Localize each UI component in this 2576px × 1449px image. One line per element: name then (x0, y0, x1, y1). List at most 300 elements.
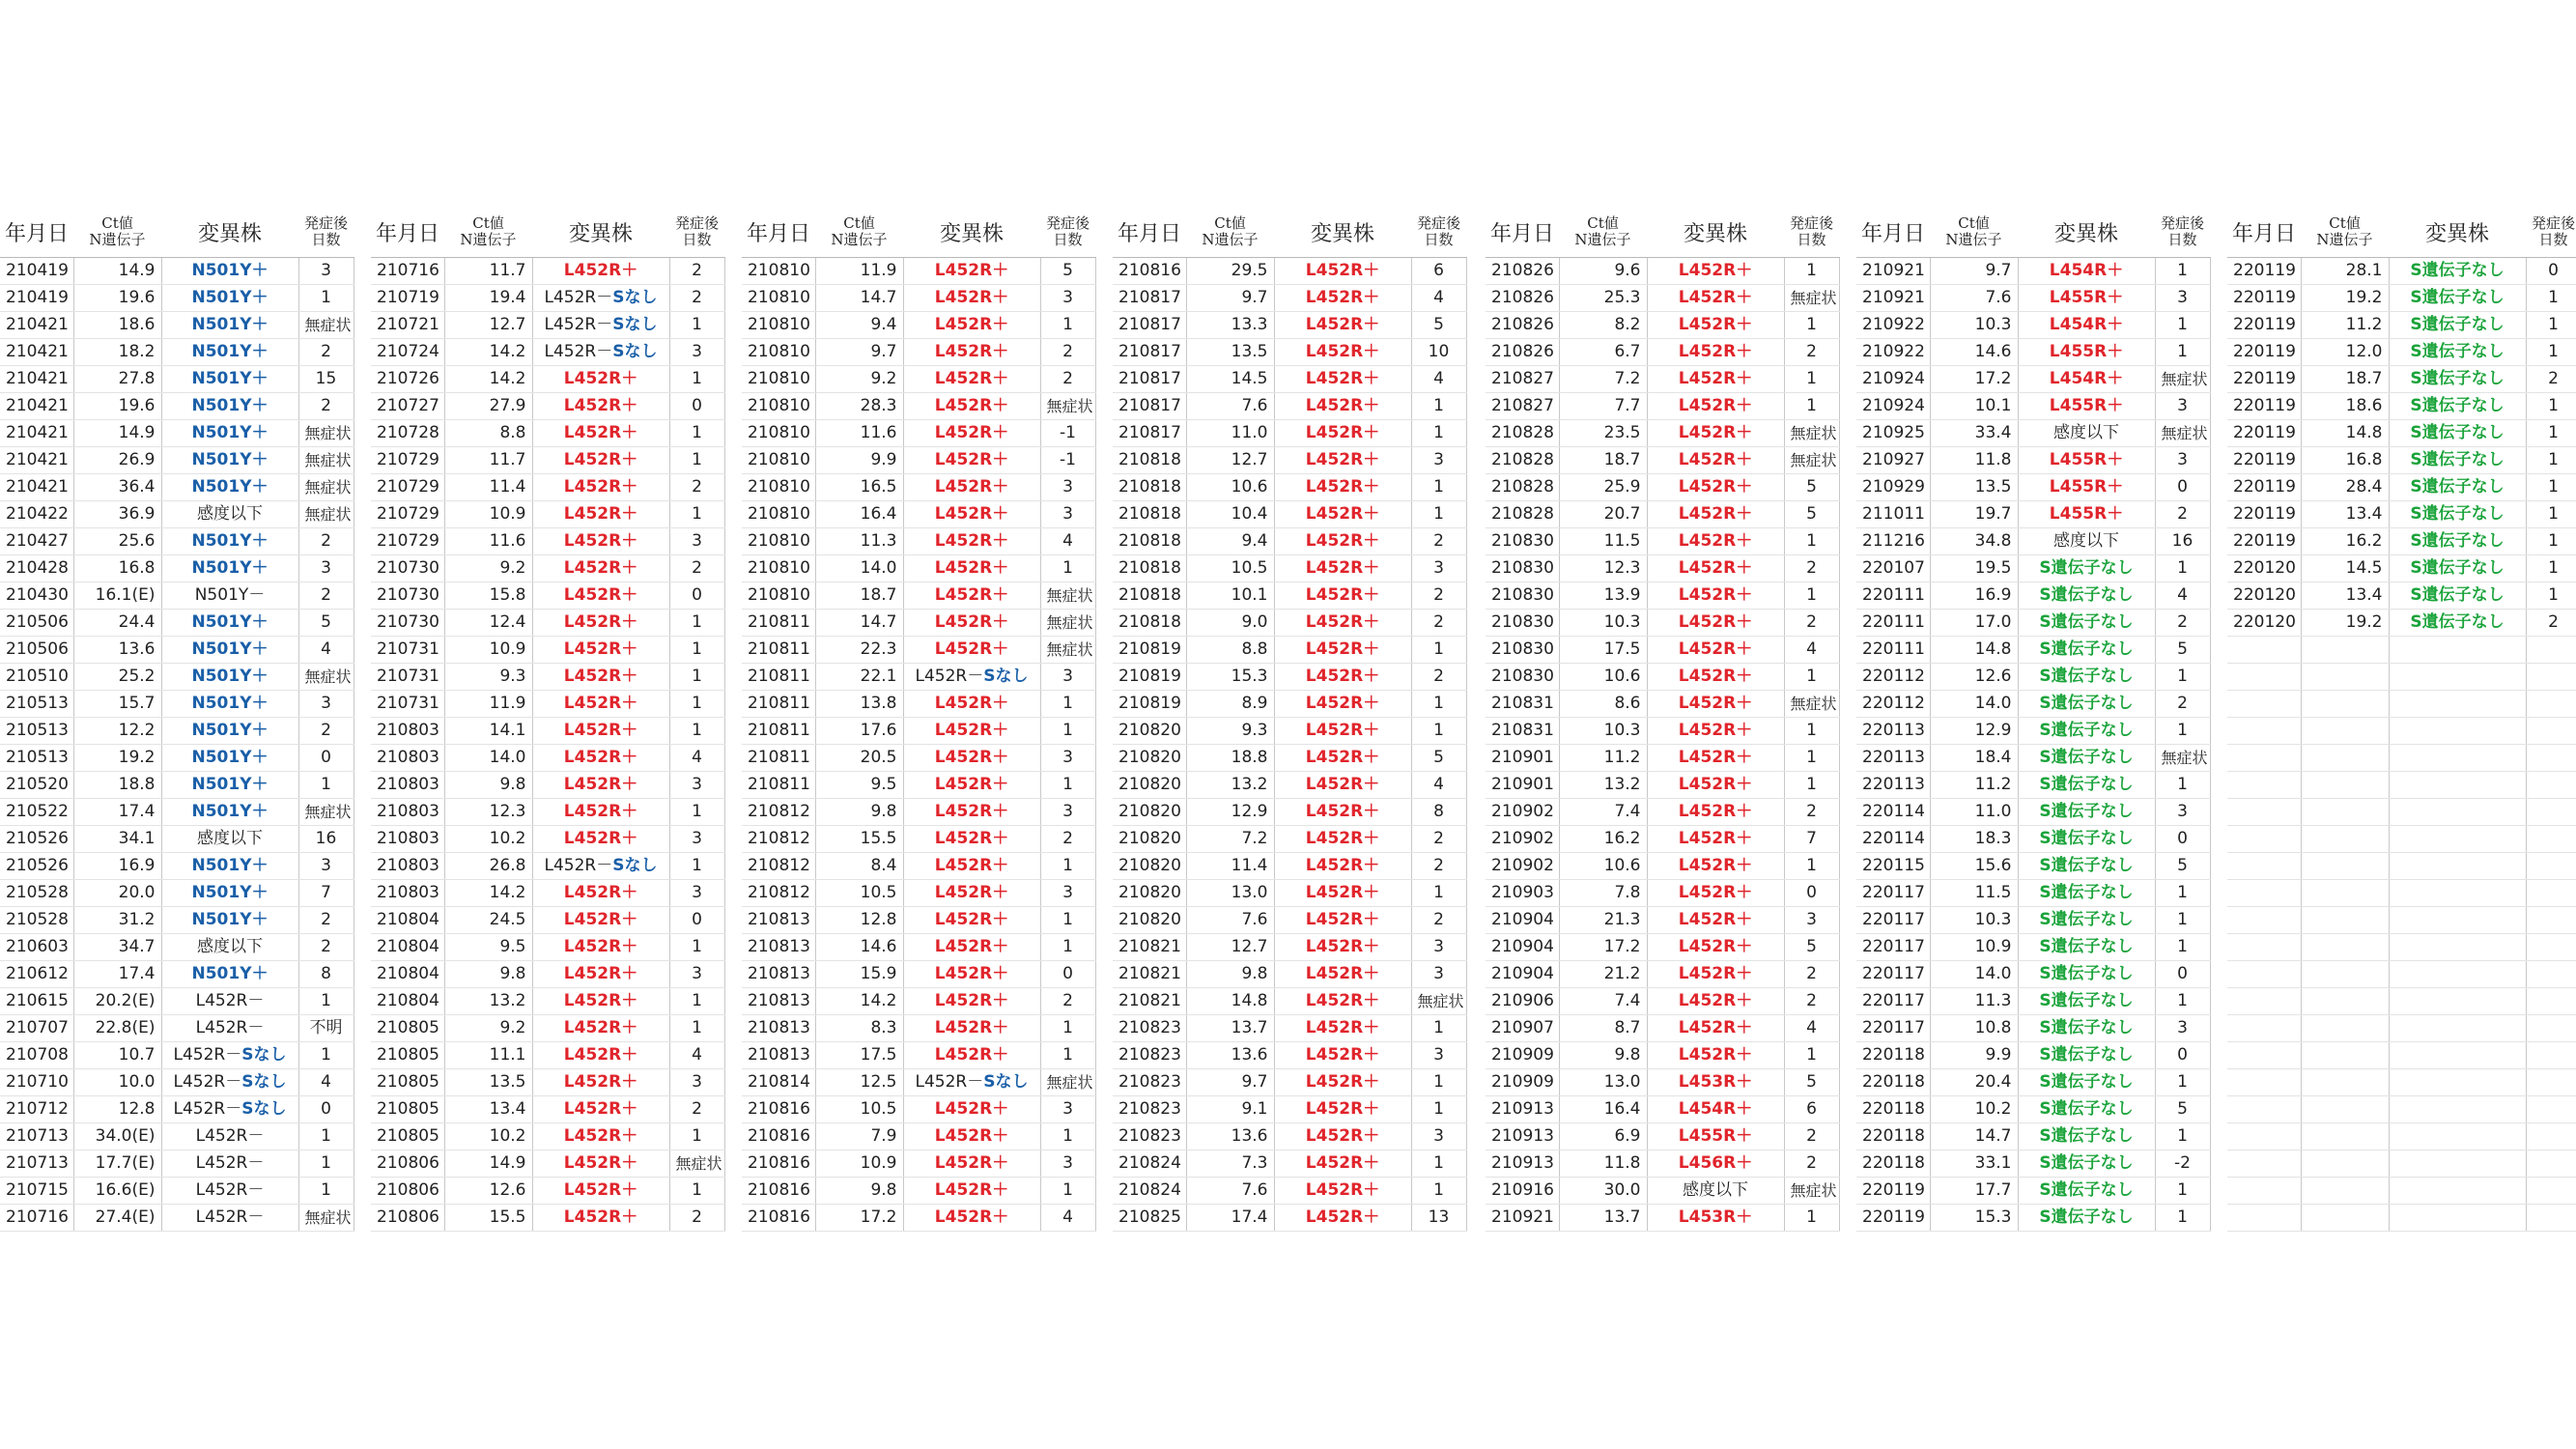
date-cell: 210811 (742, 637, 815, 664)
days-after-onset-cell: 1 (2155, 1069, 2210, 1096)
variant-suffix: Sなし (241, 1072, 287, 1092)
ct-value-cell: 14.1 (444, 718, 532, 745)
table-row (1856, 826, 2210, 853)
variant-cell: N501Y－ (161, 582, 298, 610)
table-block-1 (0, 207, 354, 1232)
ct-value-cell: 19.4 (444, 285, 532, 312)
header-days-bottom: 日数 (1053, 231, 1083, 248)
ct-value-cell: 12.6 (444, 1178, 532, 1205)
ct-value-cell: 12.7 (444, 312, 532, 339)
days-after-onset-cell: 3 (2155, 285, 2210, 312)
variant-cell: L452R＋ (1647, 447, 1784, 474)
ct-value-cell: 31.2 (73, 907, 161, 934)
table-row (371, 1151, 724, 1178)
days-after-onset-cell: 1 (1040, 691, 1095, 718)
variant-cell: L452R＋ (1274, 1096, 1411, 1123)
table-row (1486, 447, 1839, 474)
date-cell: 210731 (371, 691, 444, 718)
days-after-onset-cell: 2 (298, 907, 354, 934)
days-after-onset-cell: 1 (669, 610, 724, 637)
date-cell: 220111 (1856, 610, 1930, 637)
table-row (1486, 501, 1839, 528)
date-cell (2227, 1151, 2301, 1178)
date-cell: 210814 (742, 1069, 815, 1096)
days-after-onset-cell (2526, 799, 2576, 826)
ct-value-cell: 13.5 (1186, 339, 1274, 366)
days-after-onset-cell: 2 (1784, 555, 1839, 582)
variant-cell: S遺伝子なし (2018, 1096, 2155, 1123)
days-after-onset-cell: 1 (2526, 447, 2576, 474)
variant-prefix: L452R－ (173, 1045, 242, 1065)
ct-value-cell: 15.8 (444, 582, 532, 610)
ct-value-cell: 14.2 (444, 366, 532, 393)
date-cell: 210811 (742, 691, 815, 718)
date-cell: 210820 (1113, 799, 1186, 826)
ct-value-cell: 10.3 (1930, 907, 2018, 934)
date-cell: 210810 (742, 393, 815, 420)
table-row (0, 339, 354, 366)
days-after-onset-cell: 1 (1411, 474, 1466, 501)
variant-cell: L452R＋ (532, 745, 669, 772)
ct-value-cell: 34.8 (1930, 528, 2018, 555)
days-after-onset-cell: 1 (2155, 1205, 2210, 1232)
ct-value-cell: 16.1(E) (73, 582, 161, 610)
ct-value-cell: 10.6 (1186, 474, 1274, 501)
ct-value-cell: 27.4(E) (73, 1205, 161, 1232)
table-row (1856, 772, 2210, 799)
table-row (1486, 1015, 1839, 1042)
table-row (2227, 312, 2576, 339)
table-body (371, 258, 724, 1232)
date-cell: 210904 (1486, 961, 1559, 988)
table-row (371, 555, 724, 582)
table-row (0, 826, 354, 853)
table-row (0, 907, 354, 934)
ct-value-cell: 10.2 (1930, 1096, 2018, 1123)
days-after-onset-cell: 6 (1411, 258, 1466, 285)
table-row (1856, 907, 2210, 934)
ct-value-cell: 18.4 (1930, 745, 2018, 772)
date-cell: 210422 (0, 501, 73, 528)
days-after-onset-cell: 4 (298, 637, 354, 664)
variant-cell (2389, 907, 2526, 934)
variant-cell: L452R＋ (1647, 988, 1784, 1015)
variant-cell: L452R＋ (1274, 420, 1411, 447)
table-row (1113, 1151, 1466, 1178)
ct-value-cell: 13.0 (1559, 1069, 1647, 1096)
ct-value-cell (2301, 1096, 2389, 1123)
days-after-onset-cell (2526, 1151, 2576, 1178)
table-row (1113, 393, 1466, 420)
table-block-4 (1113, 207, 1466, 1232)
variant-cell (2389, 718, 2526, 745)
days-after-onset-cell: 2 (1784, 339, 1839, 366)
variant-cell: L452R＋ (532, 880, 669, 907)
data-table (1113, 207, 1467, 1232)
date-cell: 210813 (742, 1015, 815, 1042)
days-after-onset-cell: 3 (1040, 474, 1095, 501)
days-after-onset-cell: 無症状 (1784, 691, 1839, 718)
variant-cell (161, 1069, 298, 1096)
variant-cell: L452R＋ (1274, 934, 1411, 961)
header-ct (444, 207, 532, 258)
ct-value-cell: 28.3 (815, 393, 903, 420)
days-after-onset-cell: 0 (2526, 258, 2576, 285)
variant-cell (2389, 637, 2526, 664)
date-cell: 210721 (371, 312, 444, 339)
variant-cell (532, 312, 669, 339)
ct-value-cell: 14.2 (444, 339, 532, 366)
table-row (1486, 1069, 1839, 1096)
date-cell: 210828 (1486, 420, 1559, 447)
date-cell: 210901 (1486, 772, 1559, 799)
ct-value-cell: 20.5 (815, 745, 903, 772)
variant-cell: L452R＋ (1647, 366, 1784, 393)
days-after-onset-cell: 2 (1040, 366, 1095, 393)
table-block-5 (1486, 207, 1839, 1232)
table-row (1856, 501, 2210, 528)
table-row (1486, 637, 1839, 664)
variant-cell: S遺伝子なし (2389, 528, 2526, 555)
table-row (2227, 691, 2576, 718)
days-after-onset-cell: 2 (1784, 1151, 1839, 1178)
ct-value-cell: 10.9 (444, 637, 532, 664)
table-row (742, 447, 1095, 474)
variant-cell: L452R＋ (1647, 826, 1784, 853)
variant-cell (2389, 745, 2526, 772)
variant-cell: L455R＋ (2018, 501, 2155, 528)
date-cell: 220119 (2227, 447, 2301, 474)
date-cell: 210421 (0, 312, 73, 339)
date-cell: 210820 (1113, 826, 1186, 853)
date-cell: 210827 (1486, 366, 1559, 393)
date-cell: 210713 (0, 1123, 73, 1151)
days-after-onset-cell: 1 (1411, 393, 1466, 420)
table-row (1113, 637, 1466, 664)
variant-cell: L452R＋ (903, 447, 1040, 474)
table-row (1113, 691, 1466, 718)
date-cell: 210513 (0, 718, 73, 745)
date-cell: 210816 (742, 1096, 815, 1123)
ct-value-cell: 9.5 (815, 772, 903, 799)
date-cell: 210907 (1486, 1015, 1559, 1042)
days-after-onset-cell: 3 (669, 961, 724, 988)
date-cell: 210712 (0, 1096, 73, 1123)
table-row (0, 934, 354, 961)
days-after-onset-cell: 無症状 (1784, 447, 1839, 474)
table-row (371, 664, 724, 691)
date-cell: 210727 (371, 393, 444, 420)
header-ct-top: Ct値 (472, 214, 504, 232)
variant-cell: L456R＋ (1647, 1151, 1784, 1178)
variant-cell: S遺伝子なし (2018, 718, 2155, 745)
header-date: 年月日 (1856, 207, 1930, 258)
ct-value-cell: 13.3 (1186, 312, 1274, 339)
date-cell: 210719 (371, 285, 444, 312)
header-days-top: 発症後 (2531, 214, 2575, 232)
table-row (1113, 420, 1466, 447)
date-cell: 210921 (1856, 258, 1930, 285)
variant-cell: N501Y＋ (161, 258, 298, 285)
variant-cell: L452R＋ (903, 718, 1040, 745)
variant-cell: L452R＋ (903, 745, 1040, 772)
variant-cell: L452R＋ (532, 555, 669, 582)
days-after-onset-cell: 2 (298, 934, 354, 961)
variant-cell: S遺伝子なし (2018, 826, 2155, 853)
days-after-onset-cell: 3 (2155, 393, 2210, 420)
table-row (742, 312, 1095, 339)
days-after-onset-cell: 5 (2155, 1096, 2210, 1123)
variant-cell: S遺伝子なし (2018, 1015, 2155, 1042)
date-cell: 210913 (1486, 1096, 1559, 1123)
ct-value-cell: 25.3 (1559, 285, 1647, 312)
table-row (1486, 610, 1839, 637)
date-cell: 210812 (742, 853, 815, 880)
table-row (1856, 664, 2210, 691)
table-row (1856, 1205, 2210, 1232)
date-cell: 210813 (742, 961, 815, 988)
table-body (1856, 258, 2210, 1232)
days-after-onset-cell: 無症状 (1411, 988, 1466, 1015)
variant-suffix: Sなし (612, 315, 658, 334)
days-after-onset-cell: 無症状 (1040, 610, 1095, 637)
date-cell: 210830 (1486, 664, 1559, 691)
ct-value-cell: 9.5 (444, 934, 532, 961)
ct-value-cell: 12.7 (1186, 934, 1274, 961)
date-cell: 210817 (1113, 420, 1186, 447)
days-after-onset-cell (2526, 1123, 2576, 1151)
ct-value-cell (2301, 637, 2389, 664)
days-after-onset-cell (2526, 1069, 2576, 1096)
variant-cell: N501Y＋ (161, 853, 298, 880)
header-variant: 変異株 (1274, 207, 1411, 258)
date-cell: 210506 (0, 637, 73, 664)
table-row (0, 772, 354, 799)
days-after-onset-cell: 4 (1411, 285, 1466, 312)
variant-cell: N501Y＋ (161, 474, 298, 501)
variant-cell: L452R＋ (1647, 799, 1784, 826)
days-after-onset-cell: 1 (1040, 1015, 1095, 1042)
ct-value-cell: 11.2 (1559, 745, 1647, 772)
date-cell: 210819 (1113, 637, 1186, 664)
variant-cell: L452R＋ (1647, 474, 1784, 501)
days-after-onset-cell: 1 (1411, 718, 1466, 745)
days-after-onset-cell: 1 (669, 501, 724, 528)
header-days-bottom: 日数 (682, 231, 712, 248)
days-after-onset-cell: 10 (1411, 339, 1466, 366)
days-after-onset-cell: 5 (1784, 934, 1839, 961)
table-row (0, 285, 354, 312)
header-days-top: 発症後 (1045, 214, 1090, 232)
variant-cell: L455R＋ (2018, 339, 2155, 366)
date-cell: 210729 (371, 528, 444, 555)
table-row (2227, 474, 2576, 501)
table-row (0, 312, 354, 339)
header-days-bottom: 日数 (1424, 231, 1454, 248)
ct-value-cell: 26.9 (73, 447, 161, 474)
days-after-onset-cell: 3 (1411, 1042, 1466, 1069)
table-row (0, 1123, 354, 1151)
variant-cell: L452R＋ (1647, 582, 1784, 610)
date-cell (2227, 772, 2301, 799)
table-row (1486, 312, 1839, 339)
table-body (0, 258, 354, 1232)
variant-cell: L452R＋ (903, 907, 1040, 934)
table-row (742, 718, 1095, 745)
days-after-onset-cell: 3 (2155, 1015, 2210, 1042)
variant-cell: L452R＋ (903, 528, 1040, 555)
variant-cell: L452R＋ (532, 1096, 669, 1123)
variant-cell: L452R＋ (1274, 772, 1411, 799)
days-after-onset-cell: 無症状 (1784, 1178, 1839, 1205)
ct-value-cell (2301, 1151, 2389, 1178)
days-after-onset-cell: 2 (669, 1096, 724, 1123)
days-after-onset-cell: 1 (669, 366, 724, 393)
table-row (2227, 1178, 2576, 1205)
date-cell: 210803 (371, 772, 444, 799)
days-after-onset-cell: 無症状 (298, 799, 354, 826)
days-after-onset-cell: 1 (1784, 393, 1839, 420)
days-after-onset-cell: 1 (2155, 339, 2210, 366)
days-after-onset-cell: 1 (2155, 880, 2210, 907)
days-after-onset-cell: 2 (1040, 826, 1095, 853)
header-days-bottom: 日数 (2538, 231, 2568, 248)
variant-cell: L452R＋ (1274, 664, 1411, 691)
days-after-onset-cell: 1 (1784, 312, 1839, 339)
days-after-onset-cell: 1 (298, 285, 354, 312)
table-header (371, 207, 724, 258)
days-after-onset-cell: 3 (1411, 447, 1466, 474)
variant-cell: L452R＋ (532, 474, 669, 501)
variant-prefix: L452R－ (915, 667, 984, 686)
ct-value-cell: 16.6(E) (73, 1178, 161, 1205)
table-row (1486, 934, 1839, 961)
days-after-onset-cell (2526, 691, 2576, 718)
header-days (298, 207, 354, 258)
variant-cell: L452R＋ (1274, 637, 1411, 664)
ct-value-cell: 17.4 (73, 799, 161, 826)
days-after-onset-cell: 1 (669, 1123, 724, 1151)
date-cell: 210921 (1856, 285, 1930, 312)
ct-value-cell: 13.5 (444, 1069, 532, 1096)
variant-cell: L452R＋ (1274, 961, 1411, 988)
days-after-onset-cell (2526, 880, 2576, 907)
table-row (2227, 366, 2576, 393)
date-cell: 210715 (0, 1178, 73, 1205)
variant-cell: L453R＋ (1647, 1069, 1784, 1096)
date-cell: 210820 (1113, 745, 1186, 772)
variant-cell: L452R＋ (1647, 610, 1784, 637)
date-cell: 210909 (1486, 1069, 1559, 1096)
table-row (0, 258, 354, 285)
table-block-2 (371, 207, 724, 1232)
date-cell: 210826 (1486, 339, 1559, 366)
ct-value-cell: 16.2 (2301, 528, 2389, 555)
days-after-onset-cell: 2 (1784, 610, 1839, 637)
date-cell: 210826 (1486, 285, 1559, 312)
date-cell: 210818 (1113, 610, 1186, 637)
days-after-onset-cell: 3 (669, 339, 724, 366)
date-cell: 210730 (371, 582, 444, 610)
table-row (0, 420, 354, 447)
days-after-onset-cell: 1 (2155, 1123, 2210, 1151)
table-row (742, 961, 1095, 988)
date-cell: 210830 (1486, 555, 1559, 582)
table-row (371, 826, 724, 853)
ct-value-cell: 20.7 (1559, 501, 1647, 528)
ct-value-cell: 14.0 (444, 745, 532, 772)
date-cell: 210817 (1113, 393, 1186, 420)
table-row (371, 691, 724, 718)
table-row (1113, 826, 1466, 853)
date-cell: 210810 (742, 420, 815, 447)
variant-cell: L453R＋ (1647, 1205, 1784, 1232)
days-after-onset-cell: 不明 (298, 1015, 354, 1042)
table-row (1856, 610, 2210, 637)
date-cell: 210812 (742, 799, 815, 826)
header-date: 年月日 (1113, 207, 1186, 258)
table-row (2227, 420, 2576, 447)
table-row (1856, 934, 2210, 961)
ct-value-cell: 13.6 (1186, 1042, 1274, 1069)
ct-value-cell: 10.9 (815, 1151, 903, 1178)
days-after-onset-cell: 1 (1411, 637, 1466, 664)
table-row (2227, 718, 2576, 745)
variant-cell: L452R＋ (903, 934, 1040, 961)
days-after-onset-cell: 無症状 (298, 474, 354, 501)
date-cell: 210913 (1486, 1123, 1559, 1151)
variant-cell (532, 853, 669, 880)
table-row (371, 339, 724, 366)
ct-value-cell: 14.0 (1930, 961, 2018, 988)
table-row (371, 988, 724, 1015)
days-after-onset-cell: 0 (2155, 474, 2210, 501)
table-row (371, 582, 724, 610)
ct-value-cell: 10.6 (1559, 853, 1647, 880)
header-days-top: 発症後 (303, 214, 348, 232)
variant-cell (2389, 1096, 2526, 1123)
ct-value-cell: 20.4 (1930, 1069, 2018, 1096)
days-after-onset-cell: 1 (2526, 555, 2576, 582)
variant-cell: L452R＋ (532, 420, 669, 447)
days-after-onset-cell: 1 (669, 691, 724, 718)
variant-cell: L454R＋ (1647, 1096, 1784, 1123)
ct-value-cell: 23.5 (1559, 420, 1647, 447)
days-after-onset-cell: 8 (298, 961, 354, 988)
ct-value-cell: 18.7 (815, 582, 903, 610)
table-row (1486, 664, 1839, 691)
table-row (1113, 1042, 1466, 1069)
table-row (1113, 312, 1466, 339)
days-after-onset-cell: 1 (669, 934, 724, 961)
date-cell: 210421 (0, 474, 73, 501)
variant-cell: L452R＋ (1274, 555, 1411, 582)
variant-cell: L452R＋ (903, 339, 1040, 366)
table-row (2227, 799, 2576, 826)
variant-cell: N501Y＋ (161, 555, 298, 582)
days-after-onset-cell: 1 (1040, 1123, 1095, 1151)
date-cell: 220111 (1856, 637, 1930, 664)
date-cell: 210812 (742, 880, 815, 907)
days-after-onset-cell: 13 (1411, 1205, 1466, 1232)
days-after-onset-cell: 1 (1784, 258, 1839, 285)
ct-value-cell: 9.1 (1186, 1096, 1274, 1123)
date-cell: 210713 (0, 1151, 73, 1178)
table-row (2227, 772, 2576, 799)
date-cell: 210724 (371, 339, 444, 366)
variant-cell: L452R－ (161, 1178, 298, 1205)
days-after-onset-cell: 3 (1040, 745, 1095, 772)
